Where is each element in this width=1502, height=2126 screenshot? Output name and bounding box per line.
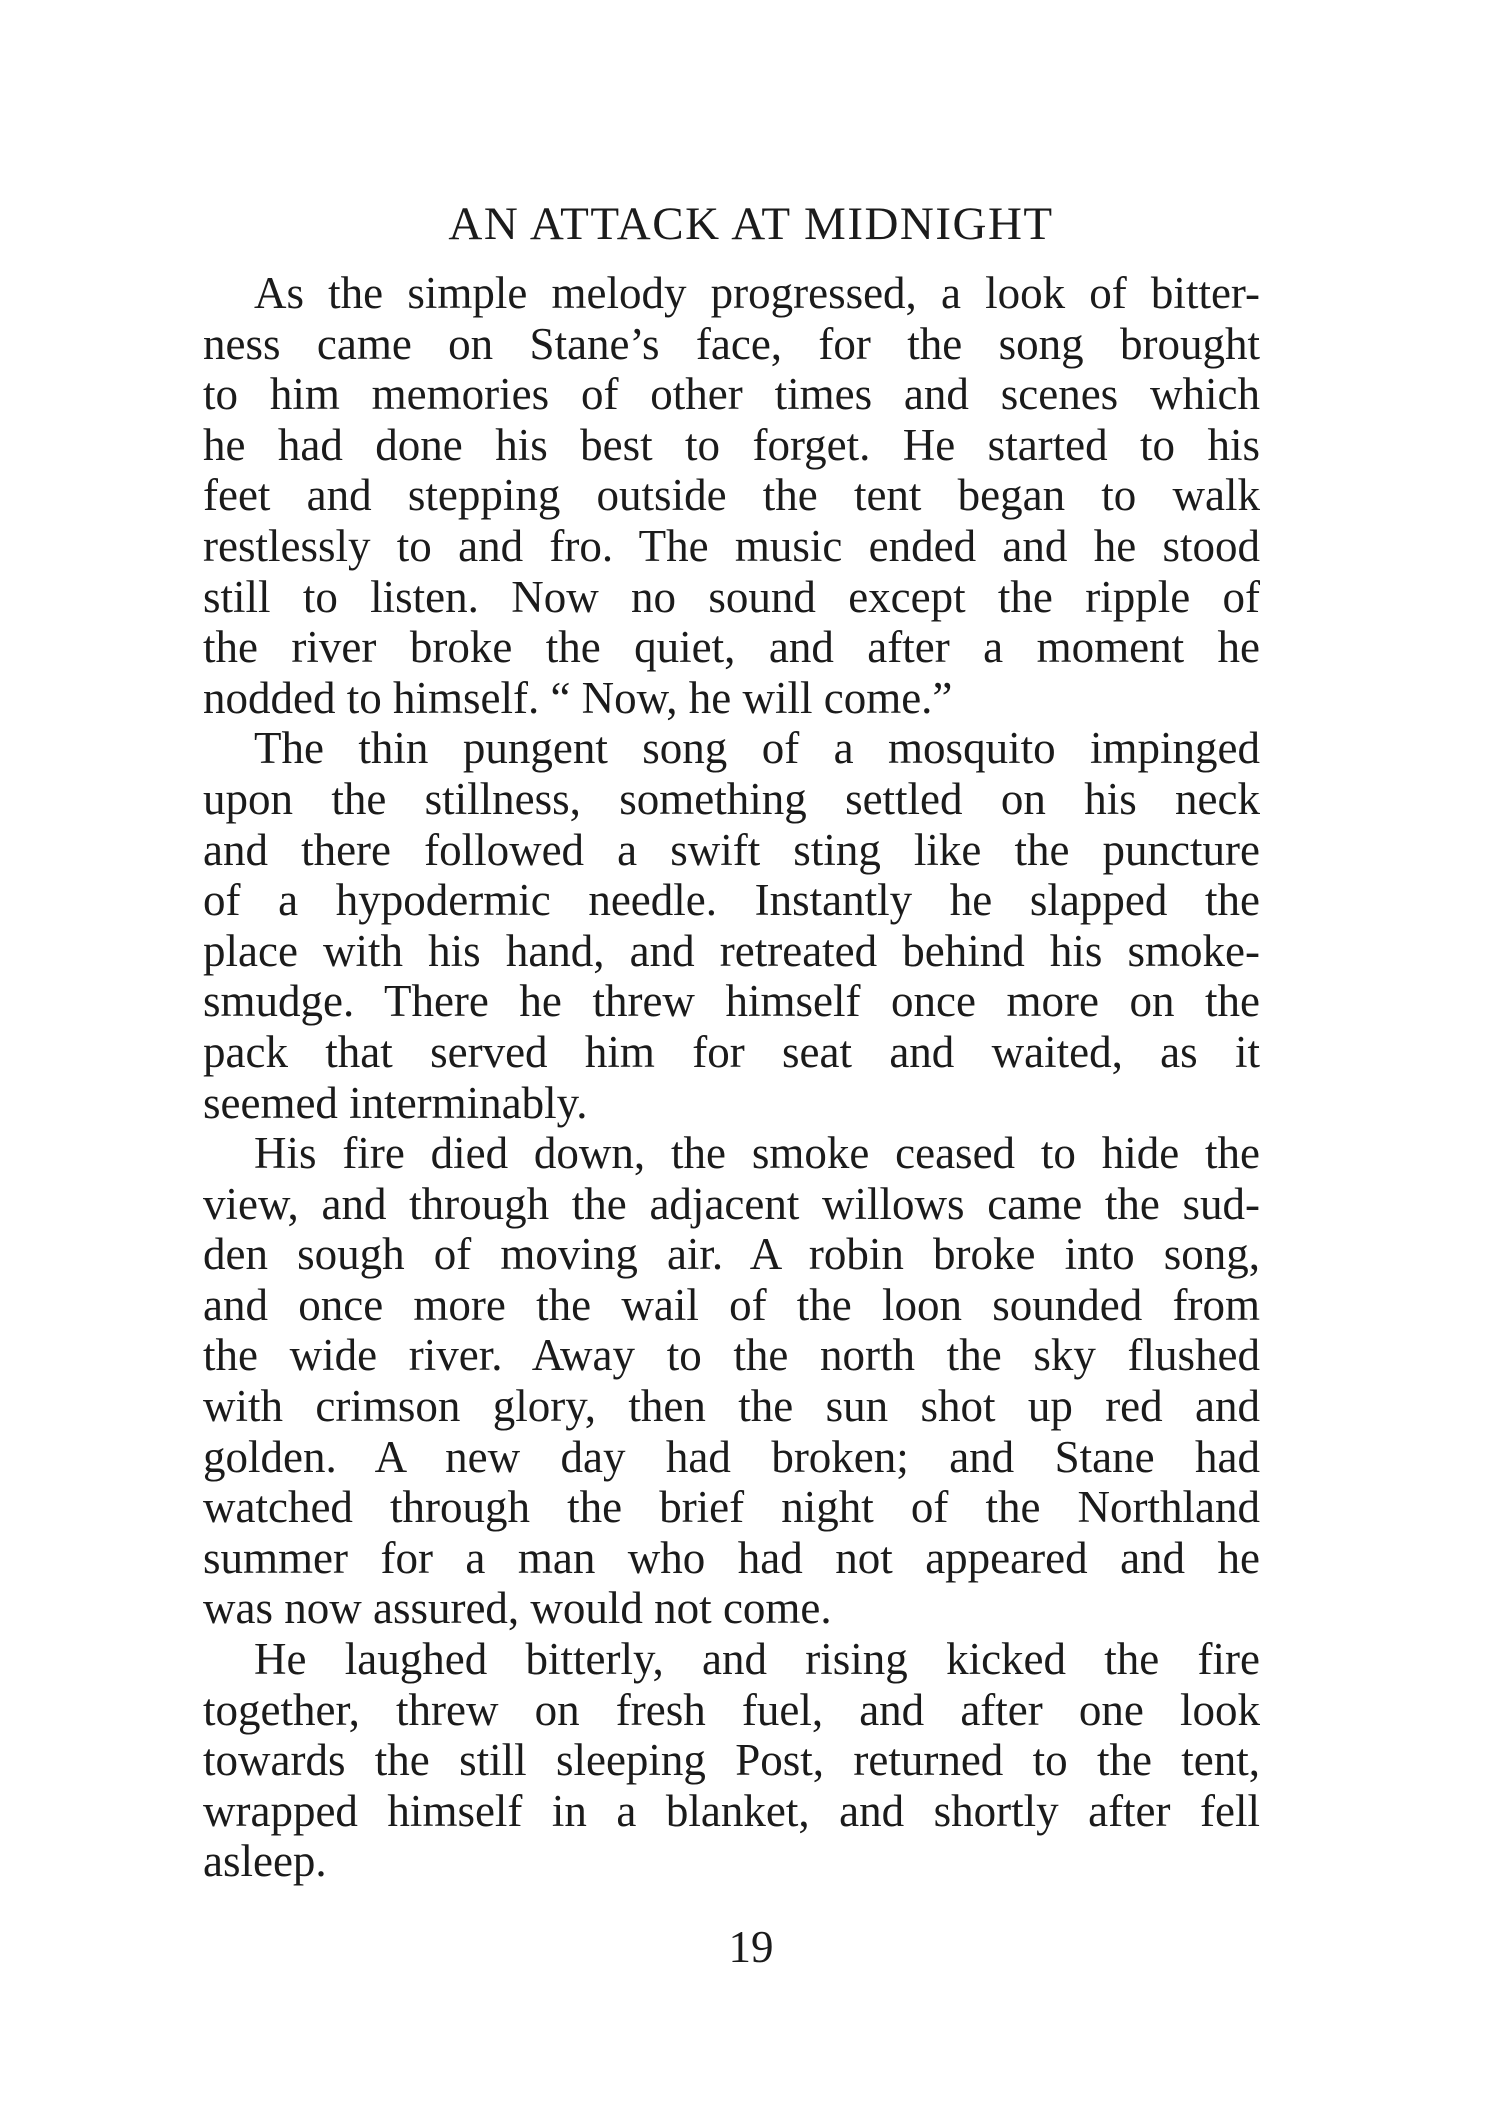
text-line: towards the still sleeping Post, returned to the tent, [203,1735,1260,1786]
paragraph [203,723,1260,1128]
paragraph [203,1128,1260,1634]
paragraph [203,1634,1260,1887]
text-line: and once more the wail of the loon sounded from [203,1279,1260,1330]
running-head: AN ATTACK AT MIDNIGHT [448,198,1054,250]
paragraph [203,268,1260,723]
text-line: the wide river. Away to the north the sky flushed [203,1330,1260,1381]
text-line: summer for a man who had not appeared and he [203,1532,1260,1583]
text-line: den sough of moving air. A robin broke into song, [203,1229,1260,1280]
text-line: smudge. There he threw himself once more on the [203,976,1260,1027]
text-line: asleep. [203,1836,327,1887]
text-line: he had done his best to forget. He started to his [203,419,1260,470]
text-line: view, and through the adjacent willows came the sud- [203,1178,1260,1229]
text-line: The thin pungent song of a mosquito impinged [254,723,1260,774]
text-line: of a hypodermic needle. Instantly he slapped the [203,875,1260,926]
text-line: together, threw on fresh fuel, and after one look [203,1684,1260,1735]
text-line: He laughed bitterly, and rising kicked the fire [254,1634,1260,1685]
text-line: golden. A new day had broken; and Stane had [203,1431,1260,1482]
text-line: place with his hand, and retreated behind his smoke- [203,925,1260,976]
text-line: ness came on Stane’s face, for the song brought [203,318,1260,369]
text-line: to him memories of other times and scenes which [203,369,1260,420]
text-line: was now assured, would not come. [203,1583,832,1634]
text-line: upon the stillness, something settled on his neck [203,773,1260,824]
body-text [203,268,1260,1887]
text-line: still to listen. Now no sound except the ripple of [203,571,1260,622]
text-line: His fire died down, the smoke ceased to hide the [254,1128,1260,1179]
text-line: with crimson glory, then the sun shot up red and [203,1381,1260,1432]
text-line: pack that served him for seat and waited, as it [203,1026,1260,1077]
text-line: watched through the brief night of the Northland [203,1482,1260,1533]
text-line: seemed interminably. [203,1077,588,1128]
text-line: the river broke the quiet, and after a moment he [203,622,1260,673]
text-line: feet and stepping outside the tent began to walk [203,470,1260,521]
text-line: As the simple melody progressed, a look of bitter- [254,268,1260,318]
text-line: nodded to himself. “ Now, he will come.” [203,672,953,723]
text-line: wrapped himself in a blanket, and shortly after fell [203,1785,1260,1836]
text-line: restlessly to and fro. The music ended and he stood [203,520,1260,571]
text-line: and there followed a swift sting like the puncture [203,824,1260,875]
page-number: 19 [728,1922,774,1972]
